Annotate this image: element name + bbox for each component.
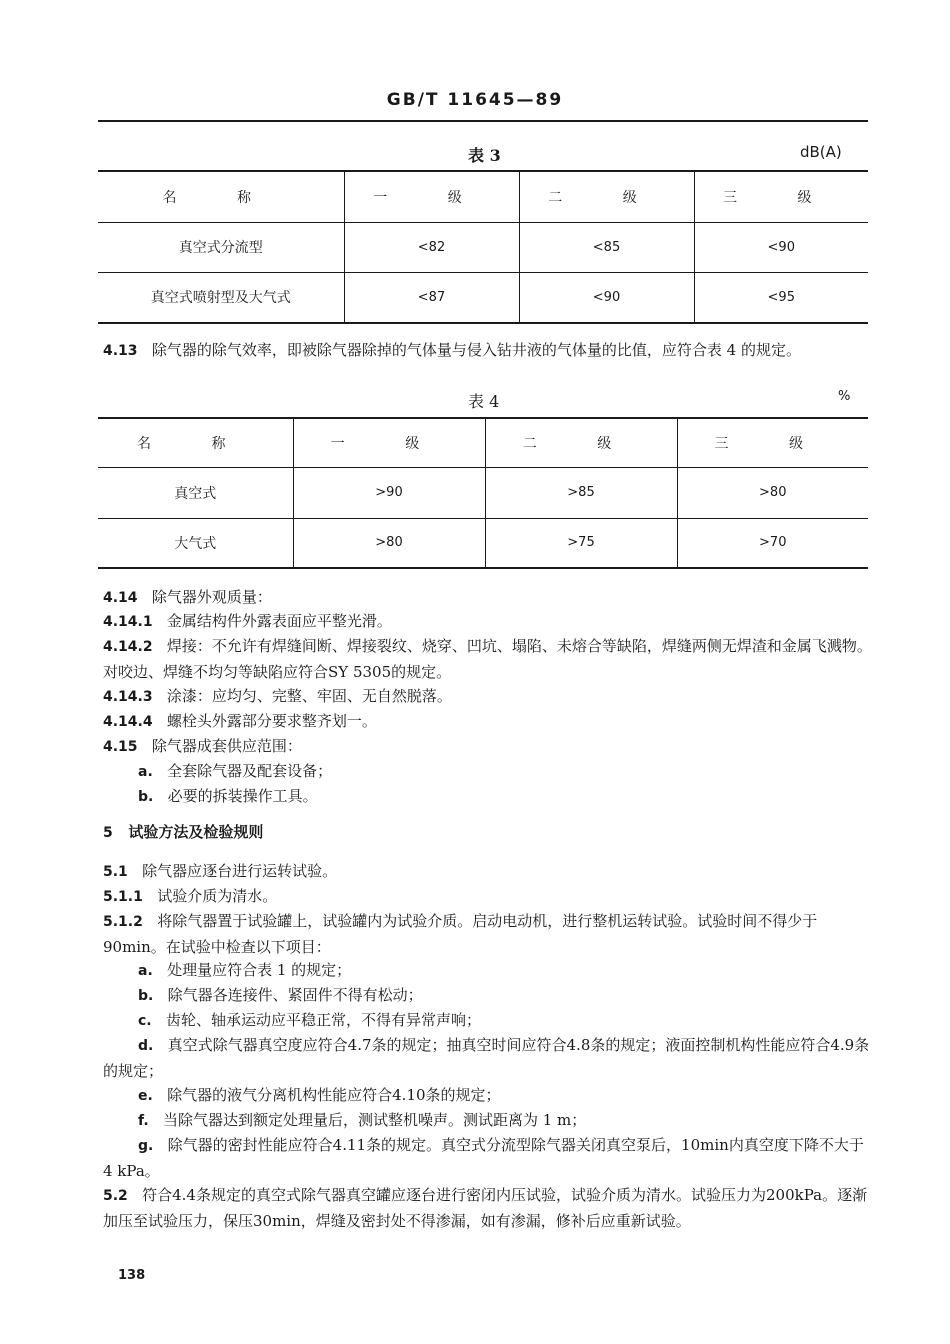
clause-text: 除气器的除气效率，即被除气器除掉的气体量与侵入钻井液的气体量的比值，应符合表 4 的规定。: [151, 341, 801, 359]
table4-row1-name: 真空式: [98, 467, 293, 518]
list-item: [138, 1008, 873, 1034]
clause-number: 5.2: [103, 1188, 128, 1204]
clause-number: 4.13: [103, 343, 138, 359]
section-number: 5: [103, 825, 113, 841]
item-letter: d.: [138, 1038, 154, 1054]
item-text: 除气器的液气分离机构性能应符合4.10条的规定；: [167, 1086, 501, 1104]
item-text: 真空式除气器真空度应符合4.7条的规定；抽真空时间应符合4.8条的规定；液面控制机构性能应符合4.9条的规定；: [103, 1036, 870, 1080]
item-text: 处理量应符合表 1 的规定；: [167, 961, 352, 979]
item-text: 齿轮、轴承运动应平稳正常，不得有异常声响；: [165, 1011, 481, 1029]
table3-row2-grade3: <95: [694, 272, 868, 323]
list-item: [103, 1133, 873, 1184]
page-number: 138: [118, 1268, 146, 1283]
table4-caption: 表 4: [468, 392, 500, 411]
table3-caption: 表 3: [468, 146, 501, 165]
clause-text: 涂漆：应均匀、完整、牢固、无自然脱落。: [166, 687, 452, 705]
clause-4-15: [103, 734, 873, 760]
table3-row1-grade2: <85: [519, 222, 694, 272]
clause-number: 5.1.1: [103, 889, 143, 905]
table4-header-name: 名 称: [98, 418, 293, 467]
list-item: [138, 958, 873, 984]
section-title: 试验方法及检验规则: [128, 823, 264, 841]
clause-4-14: [103, 585, 873, 611]
table-row: [98, 467, 868, 518]
table3-header-grade2: 二 级: [519, 171, 694, 222]
section-5-heading: [103, 820, 873, 846]
clause-text: 除气器外观质量：: [151, 588, 272, 606]
item-text: 除气器各连接件、紧固件不得有松动；: [167, 986, 423, 1004]
table4-row2-name: 大气式: [98, 518, 293, 568]
item-text: 全套除气器及配套设备；: [167, 762, 333, 780]
clause-text: 焊接：不允许有焊缝间断、焊接裂纹、烧穿、凹坑、塌陷、未熔合等缺陷，焊缝两侧无焊渣和金属飞溅物。对咬边、焊缝不均匀等缺陷应符合SY 5305的规定。: [103, 637, 872, 681]
clause-number: 4.14.3: [103, 689, 153, 705]
table-row: [98, 222, 868, 272]
clause-text: 除气器应逐台进行运转试验。: [142, 862, 338, 880]
table-row: [98, 272, 868, 323]
clause-number: 4.14.2: [103, 639, 153, 655]
item-letter: a.: [138, 764, 153, 780]
table3-row1-grade1: <82: [344, 222, 519, 272]
item-letter: b.: [138, 988, 154, 1004]
list-item: [138, 759, 873, 785]
table4-header-grade1: 一 级: [293, 418, 485, 467]
clause-number: 4.14: [103, 590, 138, 606]
table-row: [98, 518, 868, 568]
clause-text: 符合4.4条规定的真空式除气器真空罐应逐台进行密闭内压试验，试验介质为清水。试验压力为200kPa。逐渐加压至试验压力，保压30min，焊缝及密封处不得渗漏，如有渗漏，修补后应重新试验。: [103, 1186, 868, 1230]
standard-number-header: GB/T 11645—89: [386, 90, 564, 110]
table3: [98, 170, 868, 324]
item-letter: c.: [138, 1013, 152, 1029]
table3-row2-name: 真空式喷射型及大气式: [98, 272, 344, 323]
table3-row2-grade1: <87: [344, 272, 519, 323]
table3-header-name: 名 称: [98, 171, 344, 222]
clause-text: 试验介质为清水。: [157, 887, 278, 905]
clause-4-14-1: [103, 609, 873, 635]
table4-header-grade2: 二 级: [485, 418, 677, 467]
list-item: [138, 983, 873, 1009]
table3-row1-grade3: <90: [694, 222, 868, 272]
table4-row1-grade2: >85: [485, 467, 677, 518]
item-letter: e.: [138, 1088, 153, 1104]
item-letter: f.: [138, 1113, 149, 1129]
table3-row2-grade2: <90: [519, 272, 694, 323]
clause-text: 将除气器置于试验罐上，试验罐内为试验介质。启动电动机，进行整机运转试验。试验时间不得少于90min。在试验中检查以下项目：: [103, 912, 818, 956]
clause-number: 5.1: [103, 864, 128, 880]
table4-header-row: [98, 418, 868, 467]
item-text: 除气器的密封性能应符合4.11条的规定。真空式分流型除气器关闭真空泵后，10min内真空度下降不大于 4 kPa。: [103, 1136, 864, 1180]
table4-header-grade3: 三 级: [677, 418, 868, 467]
table3-unit: dB(A): [800, 143, 842, 161]
clause-number: 4.14.4: [103, 714, 153, 730]
clause-4-14-4: [103, 709, 873, 735]
clause-text: 金属结构件外露表面应平整光滑。: [166, 612, 392, 630]
table4-row1-grade1: >90: [293, 467, 485, 518]
table4-row2-grade2: >75: [485, 518, 677, 568]
clause-number: 4.14.1: [103, 614, 153, 630]
table3-header-grade1: 一 级: [344, 171, 519, 222]
table3-header-grade3: 三 级: [694, 171, 868, 222]
list-item: [138, 1083, 873, 1109]
list-item: [103, 1033, 873, 1084]
table4-row2-grade3: >70: [677, 518, 868, 568]
clause-4-14-2: [103, 634, 873, 685]
item-letter: g.: [138, 1138, 154, 1154]
clause-5-1-1: [103, 884, 873, 910]
item-text: 必要的拆装操作工具。: [167, 787, 318, 805]
clause-text: 螺栓头外露部分要求整齐划一。: [166, 712, 377, 730]
table4: [98, 417, 868, 569]
clause-text: 除气器成套供应范围：: [151, 737, 302, 755]
table4-row2-grade1: >80: [293, 518, 485, 568]
clause-number: 4.15: [103, 739, 138, 755]
clause-5-2: [103, 1183, 873, 1234]
clause-4-13: [103, 338, 873, 364]
table3-row1-name: 真空式分流型: [98, 222, 344, 272]
table4-row1-grade3: >80: [677, 467, 868, 518]
table3-header-row: [98, 171, 868, 222]
item-text: 当除气器达到额定处理量后，测试整机噪声。测试距离为 1 m；: [162, 1111, 587, 1129]
clause-number: 5.1.2: [103, 914, 143, 930]
list-item: [138, 784, 873, 810]
list-item: [138, 1108, 873, 1134]
item-letter: b.: [138, 789, 154, 805]
item-letter: a.: [138, 963, 153, 979]
table4-unit: %: [838, 389, 851, 404]
clause-5-1-2: [103, 909, 873, 960]
header-rule: [98, 120, 868, 122]
clause-5-1: [103, 859, 873, 885]
clause-4-14-3: [103, 684, 873, 710]
